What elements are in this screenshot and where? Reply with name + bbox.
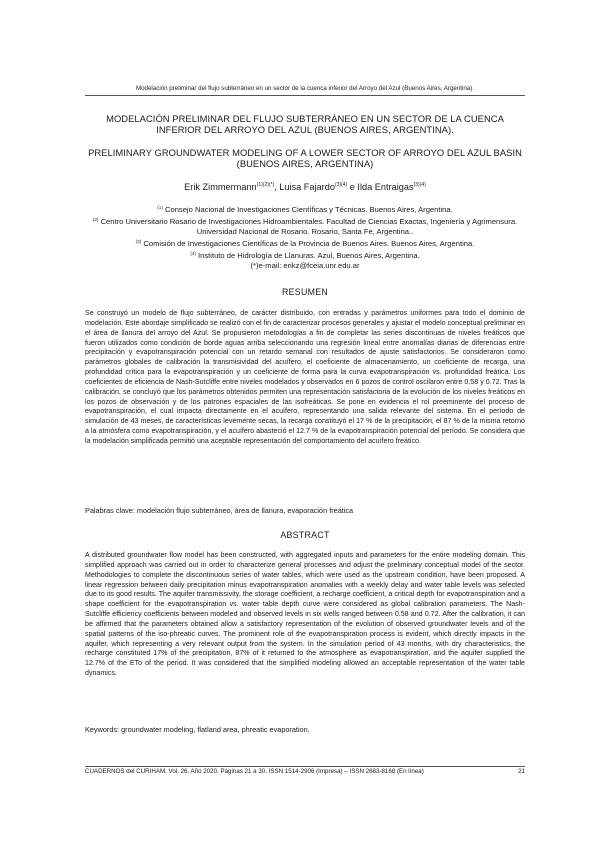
journal-citation: CUADERNOS del CURIHAM. Vol. 26. Año 2020. Páginas 21 a 30. ISSN 1514-2906 (Impresa) – ISSN 2683-8168 (En línea) (85, 768, 424, 775)
abstract-heading: ABSTRACT (280, 530, 330, 540)
palabras-clave: Palabras clave: modelación flujo subterráneo, área de llanura, evaporación freática (85, 506, 354, 515)
page-number: 21 (518, 768, 525, 775)
affiliation-item (85, 249, 525, 261)
footer-rule (85, 766, 525, 767)
title-english: PRELIMINARY GROUNDWATER MODELING OF A LOWER SECTOR OF ARROYO DEL AZUL BASIN (BUENOS AIRES, ARGENTINA) (88, 147, 522, 169)
title-spanish: MODELACIÓN PRELIMINAR DEL FLUJO SUBTERRÁNEO EN UN SECTOR DE LA CUENCA INFERIOR DEL ARROYO DEL AZUL (BUENOS AIRES, ARGENTINA). (106, 113, 504, 135)
author-affiliation-marks: (3)(4) (413, 182, 426, 188)
author-name: Erik Zimmermann (184, 182, 257, 192)
affiliation-mark: (2) (92, 216, 99, 222)
affiliation-text: Comisión de Investigaciones Científicas de la Provincia de Buenos Aires. Buenos Aires, Argentina. (141, 238, 475, 248)
keywords: Keywords: groundwater modeling, flatland area, phreatic evaporation. (85, 725, 310, 734)
header-rule (85, 95, 525, 96)
author-affiliation-marks: (3)(4) (334, 182, 348, 188)
resumen-body: Se construyó un modelo de flujo subterráneo, de carácter distribuido, con entradas y parámetros uniformes para todo el dominio de modelación. Este abordaje simplificado se realizó con el fin de caracterizar procesos generales y ajustar el modelo conceptual preliminar en el área de llanura del arroyo del Azul. Se propusieron metodologías a fin de completar las series discontinuas de niveles freáticos que fueron utilizados como condición de borde aguas arriba seleccionando una regresión lineal entre anomalías diarias de diferencias entre precipitación y evapotranspiración potencial con un retardo semanal con resultados de ajuste satisfactorios. Se consideraron como parámetros globales de calibración la transmisividad del acuífero, el coeficiente de almacenamiento, un coeficiente de recarga, una profundidad crítica para la evapotranspiración y un coeficiente de forma para la curva evapotranspiración vs. profundidad freática. Los coeficientes de eficiencia de Nash-Sutcliffe entre niveles modelados y observados en 6 pozos de control oscilaron entre 0.58 y 0.72. Tras la calibración, se concluyó que los parámetros obtenidos permiten una representación satisfactoria de la evolución de los niveles freáticos en los pozos de observación y de los patrones espaciales de las isofreáticas. Se pone en evidencia el rol preeminente del proceso de evapotranspiración, el cual impacta directamente en el acuífero, representando una salida relevante del sistema. En el período de simulación de 43 meses, de características levemente secas, la recarga constituyó el 17 % de la precipitación, el 87 % de la misma retornó a la atmósfera como evapotranspiración, y el acuífero abasteció el 12.7 % de la evapotranspiración potencial del período. Se considera que la modelación simplificada permitió una aceptable representación del comportamiento del acuífero freático. (85, 309, 525, 445)
affiliation-list (85, 203, 525, 270)
author-separator: e (347, 182, 358, 192)
affiliation-item (85, 203, 525, 215)
author-name: Luisa Fajardo (279, 182, 335, 192)
author-name: Ilda Entraigas (357, 182, 414, 192)
affiliation-mark: (1) (157, 205, 163, 210)
running-header: Modelación preliminar del flujo subterráneo en un sector de la cuenca inferior del Arroyo del Azul (Buenos Aires, Argentina). (135, 85, 475, 92)
author-separator: , (274, 182, 280, 192)
page-footer (85, 768, 525, 775)
affiliation-mark: (3) (135, 238, 142, 244)
affiliation-item (85, 215, 525, 237)
affiliation-text: Instituto de Hidrología de Llanuras. Azul, Buenos Aires, Argentina. (195, 250, 420, 260)
author-affiliation-marks: (1)(2)(*) (256, 182, 275, 188)
title-block (85, 113, 525, 270)
abstract-body: A distributed groundwater flow model has been constructed, with aggregated inputs and parameters for the entire modeling domain. This simplified approach was carried out in order to characterize general processes and adjust the preliminary conceptual model of the sector. Methodologies to complete the discontinuous series of water tables, which were used as the upstream condition, have been proposed. A linear regression between daily precipitation minus evapotranspiration anomalies with a weekly delay and water table levels was selected due to its good results. The aquifer transmissivity, the storage coefficient, a recharge coefficient, a critical depth for evapotranspiration and a shape coefficient for the evapotranspiration vs. water table depth curve were considered as global calibration parameters. The Nash-Sutcliffe efficiency coefficients between modeled and observed levels in six wells ranged between 0.58 and 0.72. After the calibration, it can be affirmed that the parameters obtained allow a satisfactory representation of the evolution of observed groundwater levels and of the spatial patterns of the iso-phreatic curves. The prominent role of the evapotranspiration process is evident, which directly impacts in the aquifer, which representing a very relevant output from the system. In the simulation period of 43 months, with dry characteristics, the recharge constituted 17% of the precipitation, 87% of it returned to the atmosphere as evapotranspiration, and the aquifer supplied the 12.7% of the ETo of the period. It was considered that the simplified modeling allowed an acceptable representation of the water table dynamics. (85, 551, 525, 678)
contact-email[interactable]: (*)e-mail: erikz@fceia.unr.edu.ar (250, 260, 360, 270)
affiliation-item (85, 237, 525, 249)
affiliation-mark: (4) (190, 250, 196, 256)
affiliation-text: Centro Universitario Rosario de Investigaciones Hidroambientales. Facultad de Ciencias Exactas, Ingeniería y Agrimensura. Universidad Nacional de Rosario. Rosario, Santa Fe, Argentina.. (98, 216, 518, 236)
affiliation-text: Consejo Nacional de Investigaciones Científicas y Técnicas. Buenos Aires, Argentina. (162, 205, 453, 214)
author-list (85, 182, 525, 192)
resumen-heading: RESUMEN (281, 287, 329, 297)
